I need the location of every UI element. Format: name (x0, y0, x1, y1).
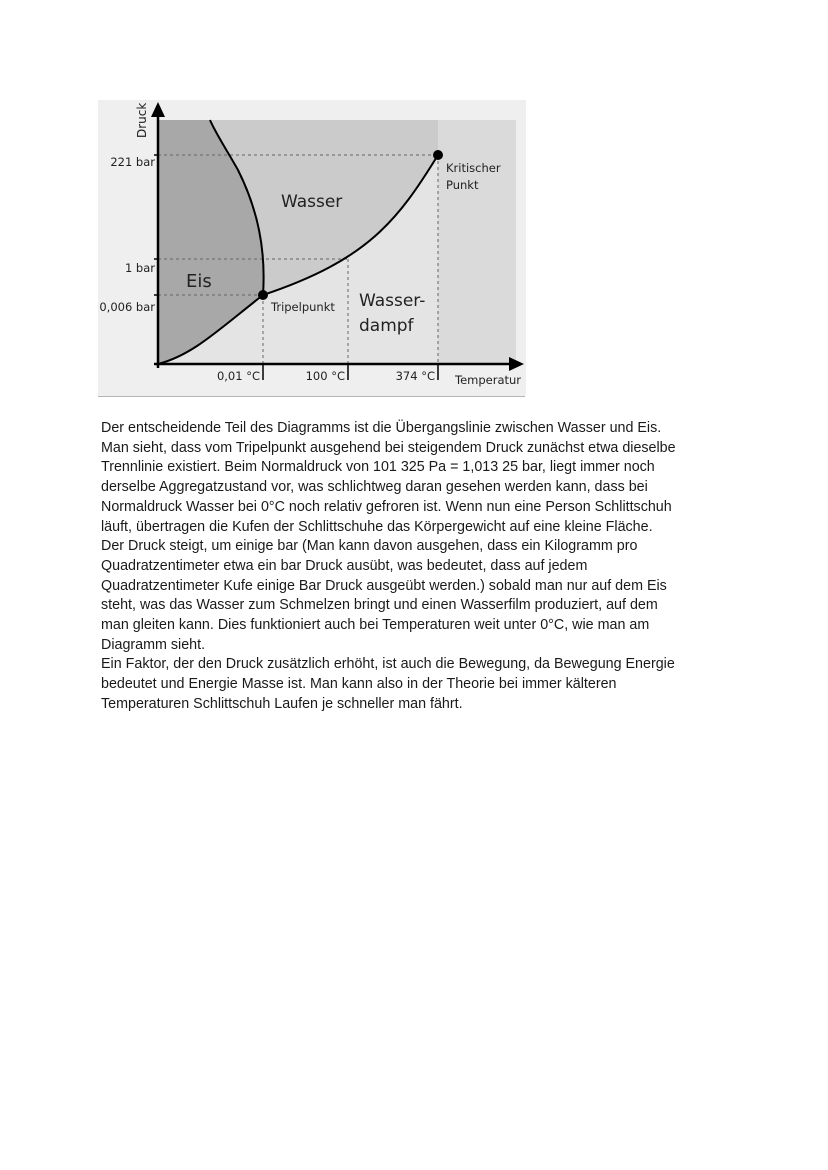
critical-point-label-2: Punkt (446, 178, 479, 192)
text-line: Quadratzentimeter Kufe einige Bar Druck ausgeübt werden.) sobald man nur auf dem Eis (101, 577, 667, 594)
critical-point-marker (433, 150, 443, 160)
ytick-label-1: 1 bar (124, 261, 155, 275)
text-line: Temperaturen Schlittschuh Laufen je schneller man fährt. (101, 695, 463, 712)
text-line: Der entscheidende Teil des Diagramms ist die Übergangslinie zwischen Wasser und Eis. (101, 420, 662, 436)
body-paragraph (101, 419, 741, 715)
text-line: bedeutet und Energie Masse ist. Man kann also in der Theorie bei immer kälteren (101, 676, 617, 693)
supercritical-region (438, 120, 516, 364)
xtick-label-374: 374 °C (395, 369, 435, 383)
region-label-vapor-1: Wasser- (359, 291, 426, 311)
text-line: Normaldruck Wasser bei 0°C noch relativ gefroren ist. Wenn nun eine Person Schlittschuh (101, 498, 672, 515)
y-axis-label: Druck (135, 102, 149, 138)
xtick-label-001: 0,01 °C (216, 369, 260, 383)
text-line: Quadratzentimeter etwa ein bar Druck ausübt, was bedeutet, dass auf jedem (101, 557, 588, 574)
region-label-vapor-2: dampf (359, 316, 414, 336)
ytick-label-221: 221 bar (110, 155, 155, 169)
triple-point-label: Tripelpunkt (271, 300, 335, 314)
x-axis-label: Temperatur (455, 373, 522, 387)
text-line: Diagramm sieht. (101, 636, 206, 653)
text-line: Trennlinie existiert. Beim Normaldruck von 101 325 Pa = 1,013 25 bar, liegt immer noch (101, 459, 655, 476)
xtick-label-100: 100 °C (305, 369, 345, 383)
text-line: läuft, übertragen die Kufen der Schlittschuhe das Körpergewicht auf eine kleine Fläche. (101, 518, 653, 535)
text-line: Der Druck steigt, um einige bar (Man kann davon ausgehen, dass ein Kilogramm pro (101, 538, 638, 555)
text-line: Man sieht, dass vom Tripelpunkt ausgehend bei steigendem Druck zunächst etwa dieselbe (101, 439, 676, 456)
region-label-water: Wasser (281, 192, 343, 212)
critical-point-label-1: Kritischer (446, 161, 501, 175)
diagram-bottom-rule (98, 396, 525, 397)
triple-point-marker (258, 290, 268, 300)
region-label-ice: Eis (186, 271, 212, 292)
text-line: Ein Faktor, der den Druck zusätzlich erhöht, ist auch die Bewegung, da Bewegung Energie (101, 656, 675, 673)
text-line: steht, was das Wasser zum Schmelzen bringt und einen Wasserfilm produziert, auf dem (101, 597, 658, 614)
ytick-label-0006: 0,006 bar (99, 300, 155, 314)
text-line: man gleiten kann. Dies funktioniert auch bei Temperaturen weit unter 0°C, wie man am (101, 617, 650, 634)
text-line: derselbe Aggregatzustand vor, was schlichtweg daran gesehen werden kann, dass bei (101, 479, 648, 496)
phase-diagram (98, 100, 526, 396)
